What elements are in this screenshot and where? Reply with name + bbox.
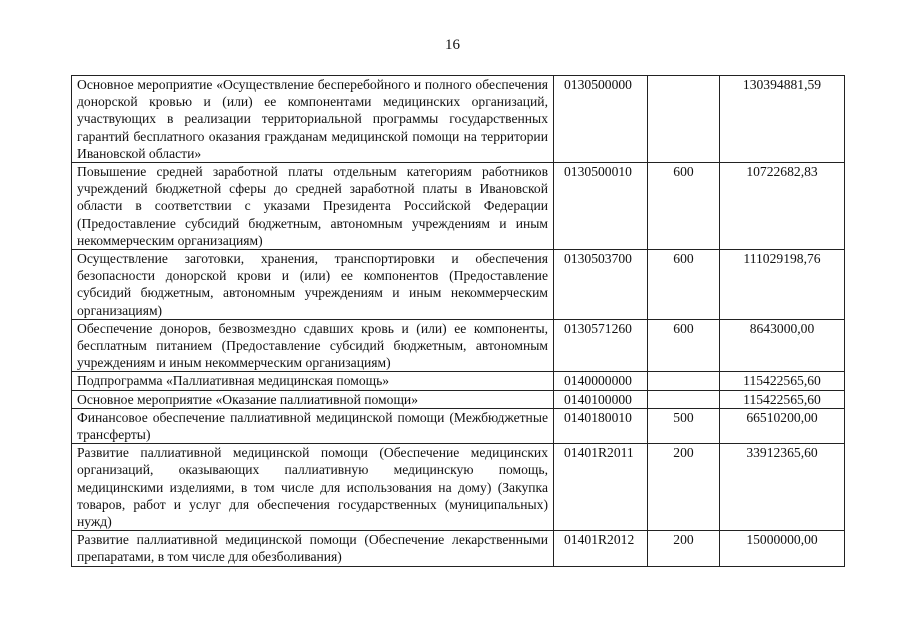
row-amount: 66510200,00 — [720, 408, 845, 443]
row-amount: 33912365,60 — [720, 444, 845, 531]
row-amount: 15000000,00 — [720, 531, 845, 566]
row-expense-type — [648, 390, 720, 408]
table-row — [72, 372, 845, 390]
row-code: 0140100000 — [554, 390, 648, 408]
row-amount: 115422565,60 — [720, 372, 845, 390]
row-name: Обеспечение доноров, безвозмездно сдавших кровь и (или) ее компоненты, бесплатным питанием (Предоставление субсидий бюджетным, автономным учреждениям и иным некоммерческим организациям) — [72, 319, 554, 372]
row-amount: 8643000,00 — [720, 319, 845, 372]
table-row — [72, 531, 845, 566]
row-expense-type: 500 — [648, 408, 720, 443]
row-code: 01401R2012 — [554, 531, 648, 566]
row-name: Подпрограмма «Паллиативная медицинская помощь» — [72, 372, 554, 390]
row-expense-type: 200 — [648, 444, 720, 531]
row-amount: 10722682,83 — [720, 163, 845, 250]
row-name: Развитие паллиативной медицинской помощи (Обеспечение лекарственными препаратами, в том числе для обезболивания) — [72, 531, 554, 566]
row-name: Основное мероприятие «Оказание паллиативной помощи» — [72, 390, 554, 408]
row-amount: 130394881,59 — [720, 76, 845, 163]
row-code: 01401R2011 — [554, 444, 648, 531]
table-row — [72, 76, 845, 163]
table-row — [72, 163, 845, 250]
row-name: Развитие паллиативной медицинской помощи (Обеспечение медицинских организаций, оказывающих паллиативную медицинскую помощь, медицинскими изделиями, в том числе для использования на дому) (Закупка товаров, работ и услуг для обеспечения государственных (муниципальных) нужд) — [72, 444, 554, 531]
row-code: 0130503700 — [554, 250, 648, 320]
table-row — [72, 319, 845, 372]
row-code: 0130571260 — [554, 319, 648, 372]
table-row — [72, 444, 845, 531]
page-bottom-margin — [0, 584, 905, 640]
row-name: Финансовое обеспечение паллиативной медицинской помощи (Межбюджетные трансферты) — [72, 408, 554, 443]
row-expense-type — [648, 372, 720, 390]
row-expense-type: 600 — [648, 250, 720, 320]
table-row — [72, 408, 845, 443]
row-expense-type: 600 — [648, 319, 720, 372]
table-row — [72, 390, 845, 408]
row-expense-type: 200 — [648, 531, 720, 566]
budget-table — [71, 75, 845, 567]
row-code: 0130500000 — [554, 76, 648, 163]
row-amount: 115422565,60 — [720, 390, 845, 408]
row-expense-type: 600 — [648, 163, 720, 250]
page-number: 16 — [445, 37, 460, 53]
row-name: Повышение средней заработной платы отдельным категориям работников учреждений бюджетной сферы до средней заработной платы в Ивановской области в соответствии с указами Президента Российской Федерации (Предоставление субсидий бюджетным, автономным учреждениям и иным некоммерческим организациям) — [72, 163, 554, 250]
row-code: 0140180010 — [554, 408, 648, 443]
row-code: 0140000000 — [554, 372, 648, 390]
row-amount: 111029198,76 — [720, 250, 845, 320]
row-name: Основное мероприятие «Осуществление бесперебойного и полного обеспечения донорской кровью и (или) ее компонентами медицинских организаций, участвующих в реализации территориальной программы государственных гарантий бесплатного оказания гражданам медицинской помощи на территории Ивановской области» — [72, 76, 554, 163]
table-row — [72, 250, 845, 320]
row-code: 0130500010 — [554, 163, 648, 250]
row-expense-type — [648, 76, 720, 163]
row-name: Осуществление заготовки, хранения, транспортировки и обеспечения безопасности донорской крови и (или) ее компонентов (Предоставление субсидий бюджетным, автономным учреждениям и иным некоммерческим организациям) — [72, 250, 554, 320]
